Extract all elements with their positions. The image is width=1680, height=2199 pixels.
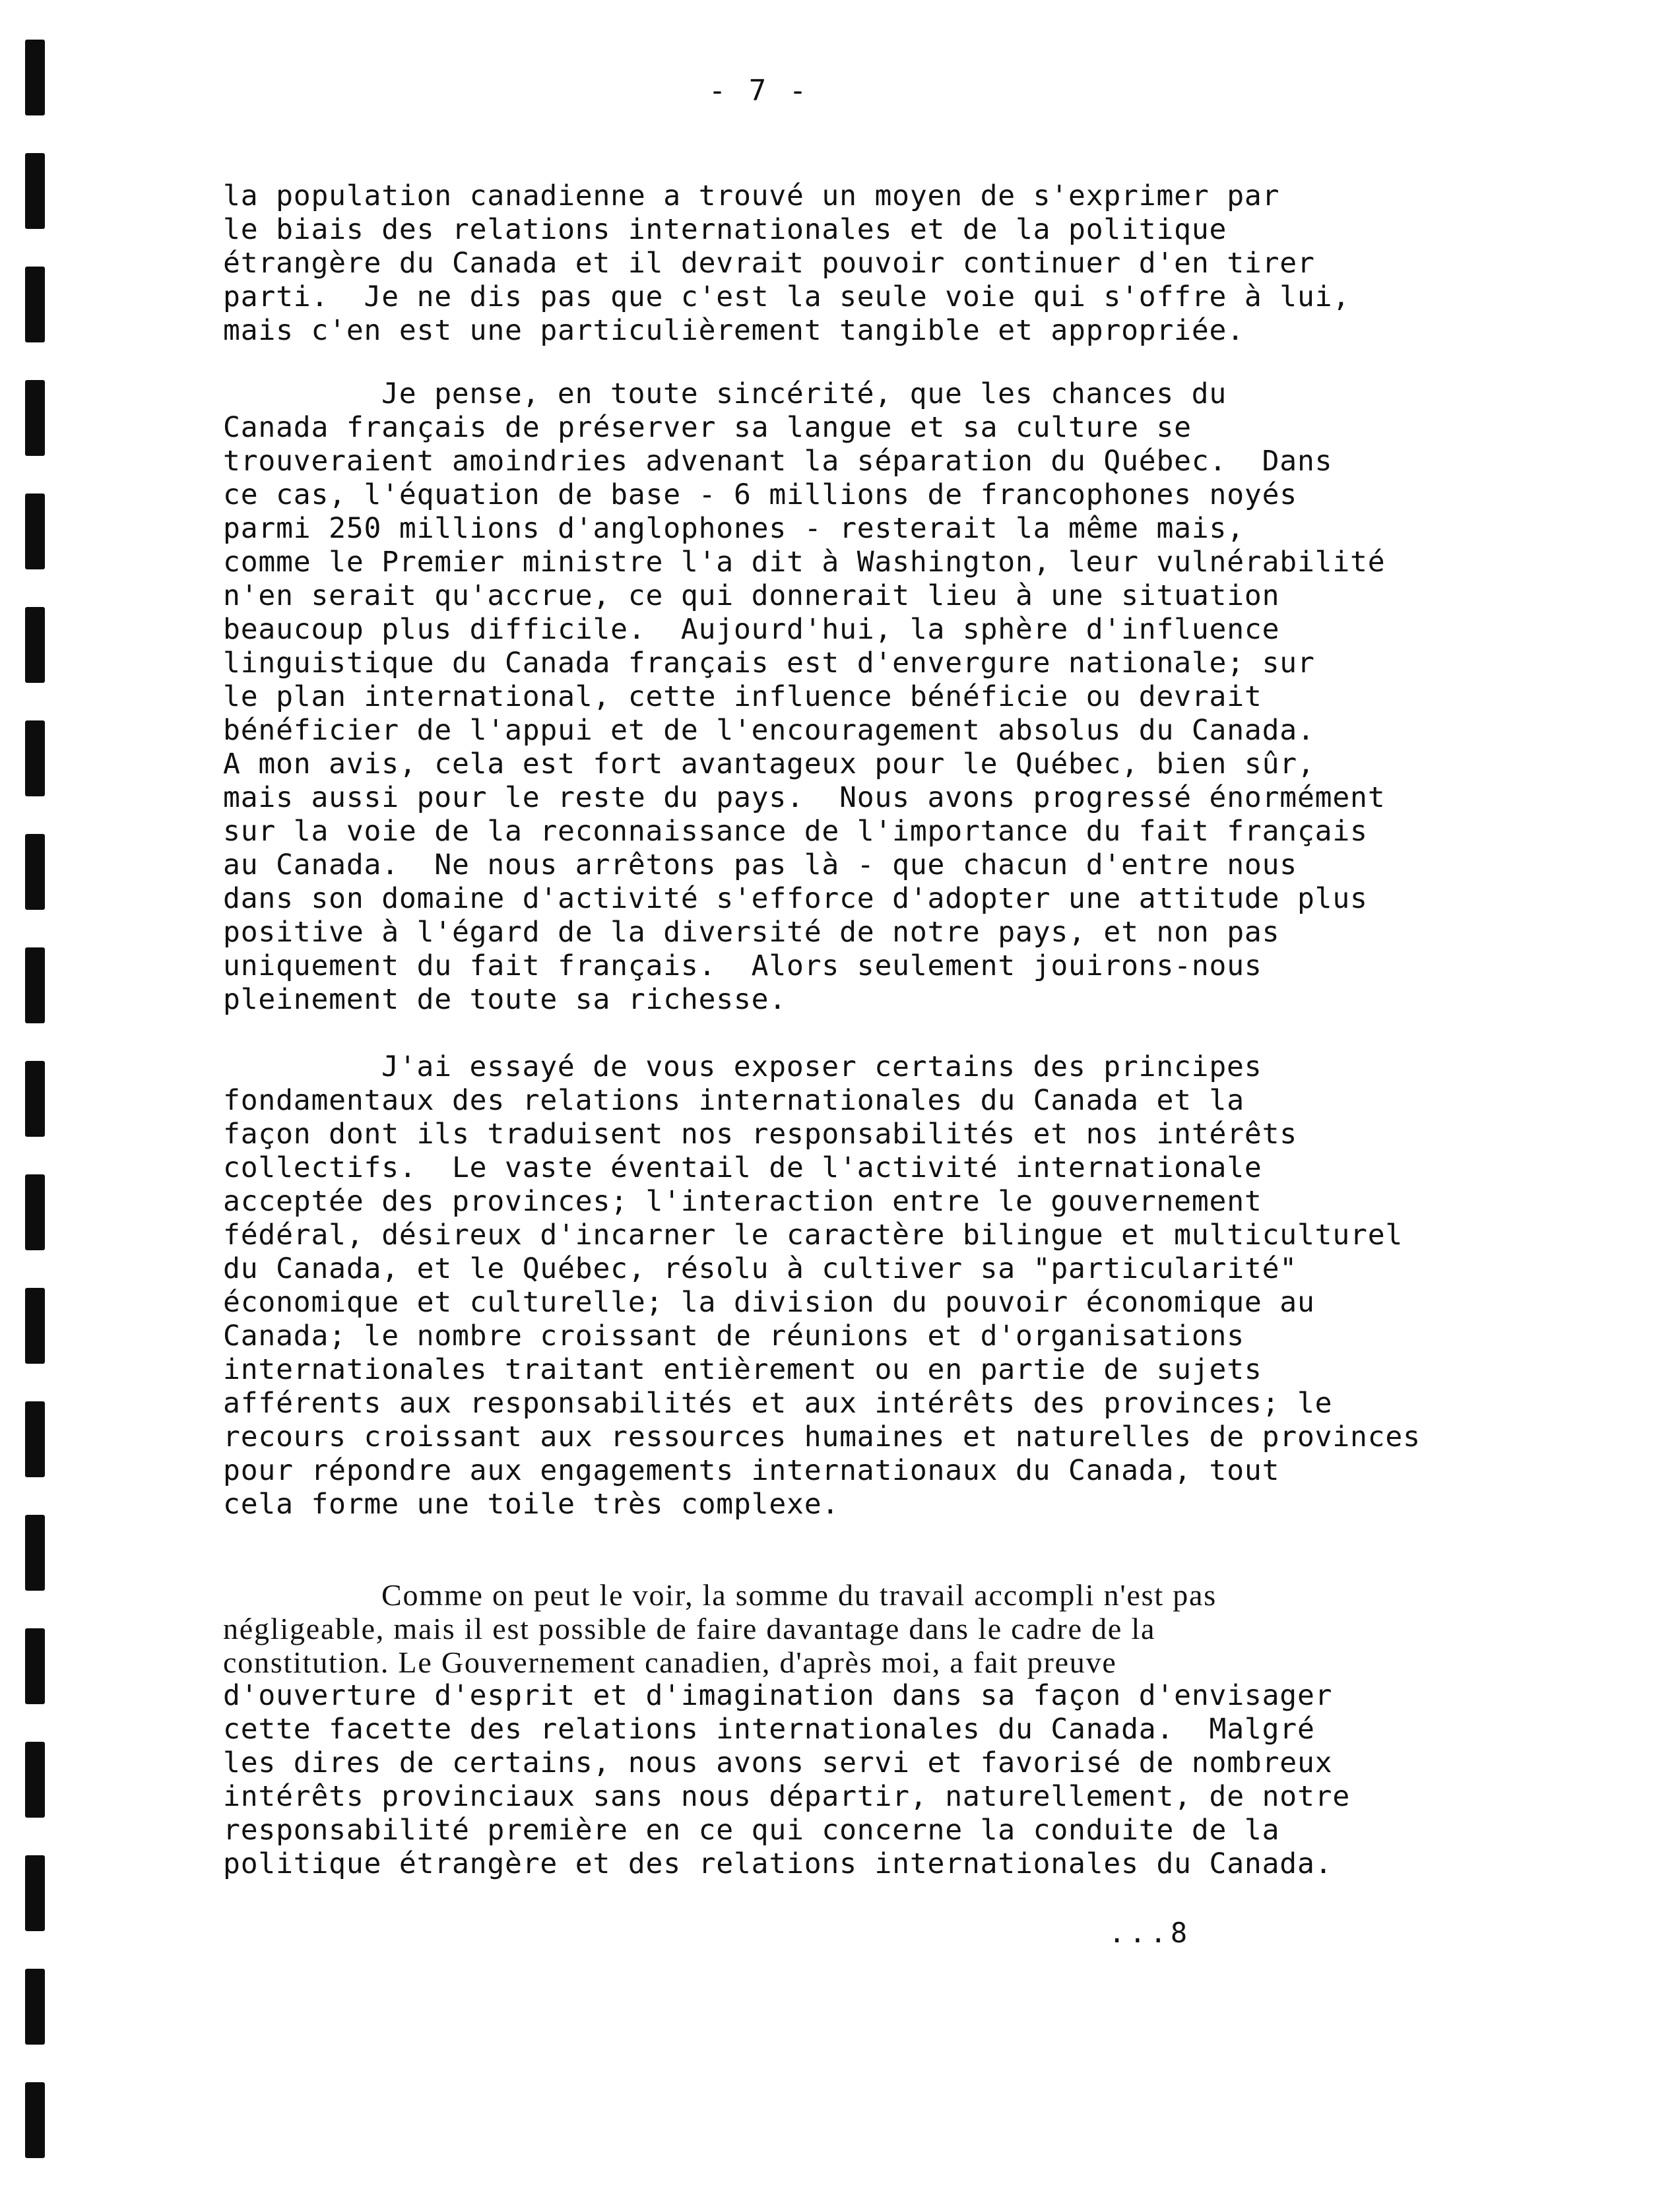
binding-mark — [25, 494, 45, 569]
text-line: recours croissant aux ressources humaines et naturelles de provinces — [223, 1420, 1421, 1453]
text-line: positive à l'égard de la diversité de notre pays, et non pas — [223, 916, 1280, 949]
text-line: linguistique du Canada français est d'envergure nationale; sur — [223, 647, 1315, 680]
binding-mark — [25, 1061, 45, 1137]
text-line: cette facette des relations internationales du Canada. Malgré — [223, 1713, 1315, 1746]
text-line: cela forme une toile très complexe. — [223, 1488, 840, 1521]
text-line: bénéficier de l'appui et de l'encouragement absolus du Canada. — [223, 714, 1315, 747]
text-line: façon dont ils traduisent nos responsabilités et nos intérêts — [223, 1118, 1297, 1151]
text-line: parti. Je ne dis pas que c'est la seule voie qui s'offre à lui, — [223, 280, 1351, 313]
text-line: au Canada. Ne nous arrêtons pas là - que chacun d'entre nous — [223, 848, 1297, 881]
text-line: n'en serait qu'accrue, ce qui donnerait lieu à une situation — [223, 579, 1280, 612]
text-line: afférents aux responsabilités et aux intérêts des provinces; le — [223, 1387, 1333, 1420]
text-line: Comme on peut le voir, la somme du travail accompli n'est pas — [381, 1578, 1217, 1612]
text-line: comme le Premier ministre l'a dit à Washington, leur vulnérabilité — [223, 546, 1386, 579]
text-line: intérêts provinciaux sans nous départir, naturellement, de notre — [223, 1780, 1351, 1813]
text-line: les dires de certains, nous avons servi et favorisé de nombreux — [223, 1746, 1333, 1779]
text-line: J'ai essayé de vous exposer certains des principes — [381, 1050, 1262, 1083]
binding-mark — [25, 380, 45, 456]
text-line: dans son domaine d'activité s'efforce d'adopter une attitude plus — [223, 882, 1368, 915]
binding-mark — [25, 1288, 45, 1364]
text-line: Canada; le nombre croissant de réunions et d'organisations — [223, 1320, 1244, 1353]
continuation-marker: ...8 — [1109, 1917, 1192, 1949]
binding-mark — [25, 607, 45, 683]
binding-mark — [25, 1515, 45, 1591]
text-line: acceptée des provinces; l'interaction entre le gouvernement — [223, 1185, 1262, 1218]
binding-mark — [25, 1401, 45, 1477]
text-line: du Canada, et le Québec, résolu à cultiver sa "particularité" — [223, 1252, 1297, 1285]
binding-mark — [25, 947, 45, 1023]
text-line: le plan international, cette influence bénéficie ou devrait — [223, 680, 1262, 713]
text-line: le biais des relations internationales et de la politique — [223, 213, 1227, 246]
text-line: négligeable, mais il est possible de faire davantage dans le cadre de la — [223, 1612, 1156, 1645]
text-line: pleinement de toute sa richesse. — [223, 983, 787, 1016]
text-line: étrangère du Canada et il devrait pouvoir continuer d'en tirer — [223, 247, 1315, 280]
text-line: Canada français de préserver sa langue et sa culture se — [223, 411, 1192, 444]
page-number: - 7 - — [708, 74, 810, 108]
binding-mark — [25, 1742, 45, 1818]
text-line: internationales traitant entièrement ou en partie de sujets — [223, 1353, 1262, 1386]
text-line: pour répondre aux engagements internationaux du Canada, tout — [223, 1454, 1280, 1487]
text-line: uniquement du fait français. Alors seulement jouirons-nous — [223, 949, 1262, 982]
text-line: fondamentaux des relations internationales du Canada et la — [223, 1084, 1244, 1117]
text-line: responsabilité première en ce qui concerne la conduite de la — [223, 1814, 1280, 1847]
paragraph-3 — [223, 1050, 1596, 1521]
text-line: fédéral, désireux d'incarner le caractère bilingue et multiculturel — [223, 1219, 1404, 1252]
text-line: Je pense, en toute sincérité, que les chances du — [381, 377, 1227, 410]
text-line: ce cas, l'équation de base - 6 millions de francophones noyés — [223, 478, 1297, 511]
paragraph-4 — [223, 1578, 1596, 1881]
text-line: constitution. Le Gouvernement canadien, d'après moi, a fait preuve — [223, 1645, 1117, 1679]
text-line: collectifs. Le vaste éventail de l'activité internationale — [223, 1151, 1262, 1184]
text-line: économique et culturelle; la division du pouvoir économique au — [223, 1286, 1315, 1319]
text-line: d'ouverture d'esprit et d'imagination dans sa façon d'envisager — [223, 1679, 1333, 1712]
text-line: beaucoup plus difficile. Aujourd'hui, la sphère d'influence — [223, 613, 1280, 646]
binding-mark — [25, 153, 45, 229]
text-line: A mon avis, cela est fort avantageux pour le Québec, bien sûr, — [223, 748, 1315, 781]
binding-mark — [25, 267, 45, 342]
binding-mark — [25, 1174, 45, 1250]
binding-mark — [25, 2082, 45, 2158]
text-line: trouveraient amoindries advenant la séparation du Québec. Dans — [223, 445, 1333, 478]
text-line: mais aussi pour le reste du pays. Nous avons progressé énormément — [223, 781, 1386, 814]
paragraph-1 — [223, 179, 1596, 348]
text-line: parmi 250 millions d'anglophones - resterait la même mais, — [223, 512, 1244, 545]
binding-marks — [25, 40, 51, 2151]
binding-mark — [25, 1628, 45, 1704]
binding-mark — [25, 720, 45, 796]
binding-mark — [25, 834, 45, 910]
paragraph-2 — [223, 377, 1596, 1017]
text-line: la population canadienne a trouvé un moyen de s'exprimer par — [223, 179, 1280, 212]
text-line: mais c'en est une particulièrement tangible et appropriée. — [223, 314, 1244, 347]
text-line: politique étrangère et des relations internationales du Canada. — [223, 1847, 1333, 1880]
binding-mark — [25, 1855, 45, 1931]
binding-mark — [25, 1969, 45, 2045]
text-line: sur la voie de la reconnaissance de l'importance du fait français — [223, 815, 1368, 848]
